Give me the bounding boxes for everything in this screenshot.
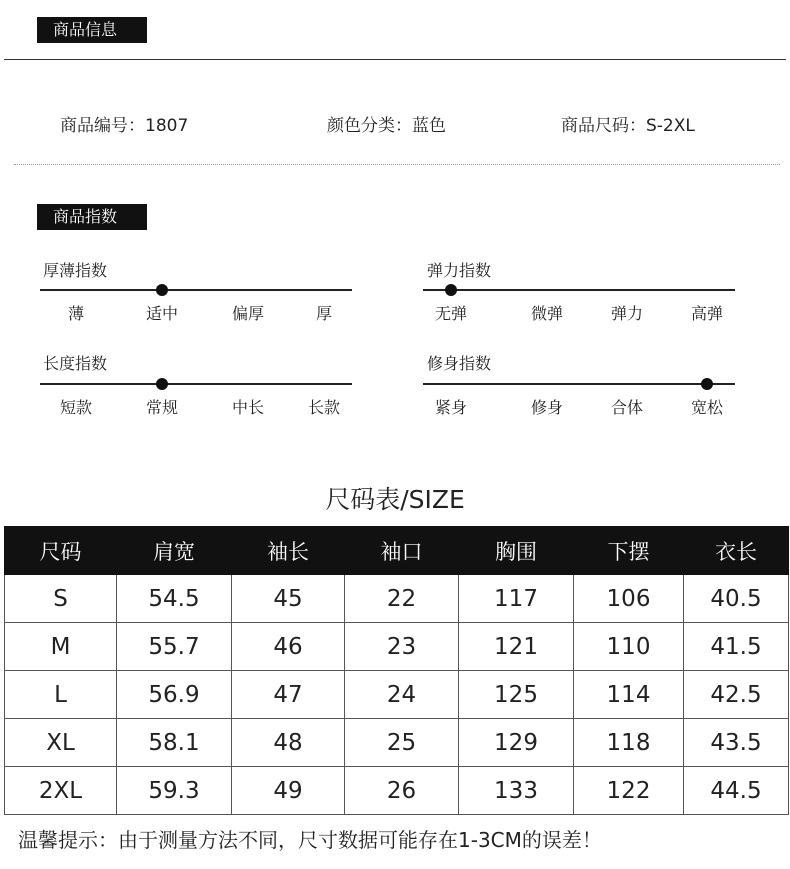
size-chart-cell: 48 xyxy=(232,719,345,767)
size-chart-cell: 42.5 xyxy=(684,671,789,719)
fit-index-level: 合体 xyxy=(610,398,644,417)
size-chart-cell: 26 xyxy=(345,767,459,815)
size-chart-cell: 44.5 xyxy=(684,767,789,815)
size-chart-cell: 110 xyxy=(574,623,684,671)
size-chart-cell: 49 xyxy=(232,767,345,815)
length-index-level: 中长 xyxy=(231,398,265,417)
length-index-level: 短款 xyxy=(59,398,93,417)
size-chart-row xyxy=(5,575,789,623)
size-chart-cell: 22 xyxy=(345,575,459,623)
header-cell: 衣长 xyxy=(684,527,789,575)
fit-index-marker xyxy=(701,378,713,390)
size-chart-cell: 2XL xyxy=(5,767,117,815)
size-chart-cell: XL xyxy=(5,719,117,767)
elasticity-index-level: 弹力 xyxy=(610,304,644,323)
thickness-index-title: 厚薄指数 xyxy=(43,261,108,280)
product-size-range: 商品尺码：S-2XL xyxy=(561,116,695,136)
size-chart-cell: M xyxy=(5,623,117,671)
size-chart-cell: 125 xyxy=(459,671,574,719)
header-cell: 袖口 xyxy=(345,527,459,575)
size-chart-cell: 24 xyxy=(345,671,459,719)
thickness-index-scale xyxy=(40,289,352,291)
size-chart-row xyxy=(5,623,789,671)
length-index-title: 长度指数 xyxy=(43,354,108,373)
fit-index-level: 紧身 xyxy=(434,398,468,417)
thickness-index-level: 偏厚 xyxy=(231,304,265,323)
size-chart-cell: 133 xyxy=(459,767,574,815)
length-index-scale xyxy=(40,383,352,385)
thickness-index-level: 薄 xyxy=(67,304,85,323)
length-index-level: 长款 xyxy=(307,398,341,417)
fit-index-level: 修身 xyxy=(530,398,564,417)
size-chart-cell: 45 xyxy=(232,575,345,623)
elasticity-index-level: 无弹 xyxy=(434,304,468,323)
elasticity-index-scale xyxy=(423,289,735,291)
size-chart-cell: 117 xyxy=(459,575,574,623)
header-cell: 下摆 xyxy=(574,527,684,575)
size-chart-cell: 43.5 xyxy=(684,719,789,767)
dotted-divider xyxy=(14,164,780,165)
size-chart-cell: 23 xyxy=(345,623,459,671)
elasticity-index-level: 微弹 xyxy=(530,304,564,323)
thickness-index-level: 厚 xyxy=(315,304,333,323)
size-chart-cell: 122 xyxy=(574,767,684,815)
thickness-index-marker xyxy=(156,284,168,296)
header-cell: 胸围 xyxy=(459,527,574,575)
measurement-note: 温馨提示：由于测量方法不同，尺寸数据可能存在1-3CM的误差！ xyxy=(18,828,602,852)
size-chart-cell: 40.5 xyxy=(684,575,789,623)
size-chart-cell: 25 xyxy=(345,719,459,767)
size-chart-cell: 46 xyxy=(232,623,345,671)
size-chart-cell: 54.5 xyxy=(117,575,232,623)
header-cell: 袖长 xyxy=(232,527,345,575)
size-chart-row xyxy=(5,671,789,719)
header-cell: 尺码 xyxy=(5,527,117,575)
size-chart-table xyxy=(4,526,789,815)
length-index-marker xyxy=(156,378,168,390)
length-index-level: 常规 xyxy=(145,398,179,417)
section-tag-product-info: 商品信息 xyxy=(37,17,147,43)
header-cell: 肩宽 xyxy=(117,527,232,575)
elasticity-index-title: 弹力指数 xyxy=(427,261,492,280)
size-chart-cell: 129 xyxy=(459,719,574,767)
size-chart-header-row xyxy=(5,527,789,575)
size-chart-cell: S xyxy=(5,575,117,623)
size-chart-cell: 55.7 xyxy=(117,623,232,671)
product-code: 商品编号：1807 xyxy=(60,116,189,136)
size-chart-cell: 114 xyxy=(574,671,684,719)
size-chart-cell: L xyxy=(5,671,117,719)
size-chart-cell: 41.5 xyxy=(684,623,789,671)
fit-index-level: 宽松 xyxy=(690,398,724,417)
size-chart-cell: 56.9 xyxy=(117,671,232,719)
section-tag-product-index: 商品指数 xyxy=(37,204,147,230)
elasticity-index-level: 高弹 xyxy=(690,304,724,323)
product-color: 颜色分类：蓝色 xyxy=(327,116,446,136)
fit-index-scale xyxy=(423,383,735,385)
fit-index-title: 修身指数 xyxy=(427,354,492,373)
size-chart-cell: 118 xyxy=(574,719,684,767)
size-chart-cell: 58.1 xyxy=(117,719,232,767)
size-chart-cell: 106 xyxy=(574,575,684,623)
size-chart-row xyxy=(5,767,789,815)
size-chart-cell: 59.3 xyxy=(117,767,232,815)
size-chart-title: 尺码表/SIZE xyxy=(325,485,465,514)
size-chart-cell: 121 xyxy=(459,623,574,671)
size-chart-cell: 47 xyxy=(232,671,345,719)
divider-line xyxy=(4,59,786,60)
size-chart-row xyxy=(5,719,789,767)
thickness-index-level: 适中 xyxy=(145,304,179,323)
elasticity-index-marker xyxy=(445,284,457,296)
